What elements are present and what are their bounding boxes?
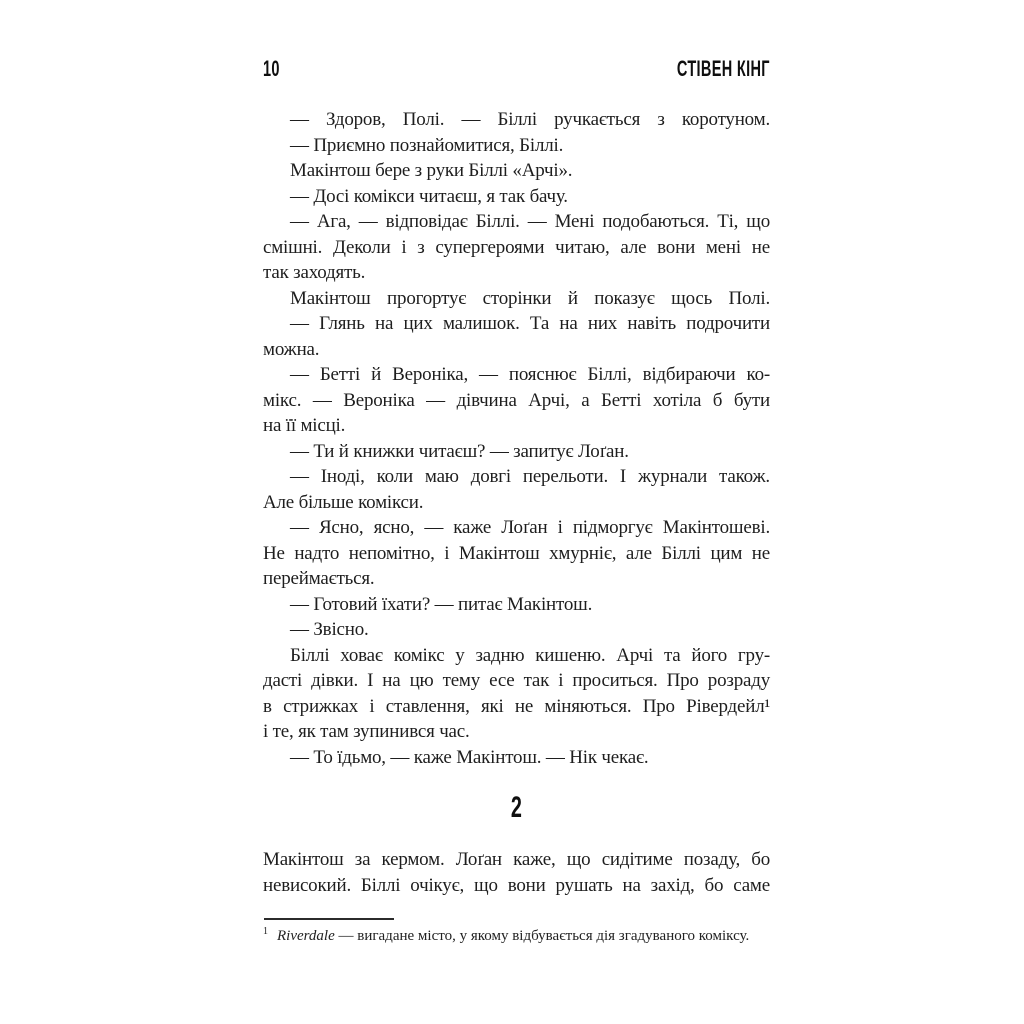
text-line: Макінтош за кермом. Лоґан каже, що сидітиме позаду, бо	[263, 849, 770, 870]
text-line: переймається.	[263, 568, 375, 589]
text-line: — Досі комікси читаєш, я так бачу.	[290, 185, 568, 207]
text-line: Біллі ховає комікс у задню кишеню. Арчі та його гру-	[290, 644, 770, 666]
text-line: — Звісно.	[290, 619, 369, 640]
footnote-text	[263, 926, 770, 947]
text-line: на її місці.	[263, 415, 346, 436]
text-line: Макінтош прогортує сторінки й показує щось Полі.	[290, 287, 770, 309]
text-line: невисокий. Біллі очікує, що вони рушать на захід, бо саме	[263, 874, 770, 896]
footnote-rule	[264, 918, 394, 920]
text-line: мікс. — Вероніка — дівчина Арчі, а Бетті хотіла б бути	[263, 389, 770, 411]
text-line: — Ти й книжки читаєш? — запитує Лоґан.	[290, 440, 629, 462]
text-line: дасті дівки. І на цю тему есе так і проситься. Про розраду	[263, 670, 770, 691]
text-line: Але більше комікси.	[263, 491, 424, 513]
text-line: в стрижках і ставлення, які не міняються. Про Рівердейл¹	[263, 695, 770, 717]
text-line: — Бетті й Вероніка, — пояснює Біллі, відбираючи ко-	[290, 364, 770, 385]
text-line: — Ясно, ясно, — каже Лоґан і підморгує Макінтошеві.	[290, 517, 770, 538]
text-line: Макінтош бере з руки Біллі «Арчі».	[290, 160, 573, 181]
text-line: — Глянь на цих малишок. Та на них навіть подрочити	[290, 313, 770, 334]
body-text	[263, 107, 770, 770]
text-line: — Готовий їхати? — питає Макінтош.	[290, 593, 593, 615]
section-number-heading	[263, 791, 770, 825]
running-title: СТІВЕН КІНГ	[677, 56, 770, 81]
continuation-text	[263, 847, 770, 898]
footnote-term: Riverdale	[277, 928, 335, 944]
text-line: смішні. Деколи і з супергероями читаю, але вони мені не	[263, 236, 770, 258]
text-line: можна.	[263, 338, 320, 360]
text-line: Не надто непомітно, і Макінтош хмурніє, але Біллі цим не	[263, 542, 770, 564]
section-number: 2	[510, 791, 523, 824]
footnote	[263, 926, 770, 947]
page-number: 10	[263, 56, 280, 81]
text-line: — Іноді, коли маю довгі перельоти. І журнали також.	[290, 466, 770, 487]
page-header	[263, 57, 770, 81]
text-line: так заходять.	[263, 262, 366, 283]
text-line: — То їдьмо, — каже Макінтош. — Нік чекає.	[290, 746, 649, 768]
footnote-body: — вигадане місто, у якому відбувається дія згадуваного коміксу.	[338, 928, 750, 944]
text-line: — Ага, — відповідає Біллі. — Мені подобаються. Ті, що	[290, 211, 770, 232]
text-line: — Приємно познайомитися, Біллі.	[290, 134, 564, 156]
footnote-marker: 1	[263, 926, 268, 937]
text-line: і те, як там зупинився час.	[263, 721, 470, 742]
text-line: — Здоров, Полі. — Біллі ручкається з коротуном.	[290, 109, 770, 130]
